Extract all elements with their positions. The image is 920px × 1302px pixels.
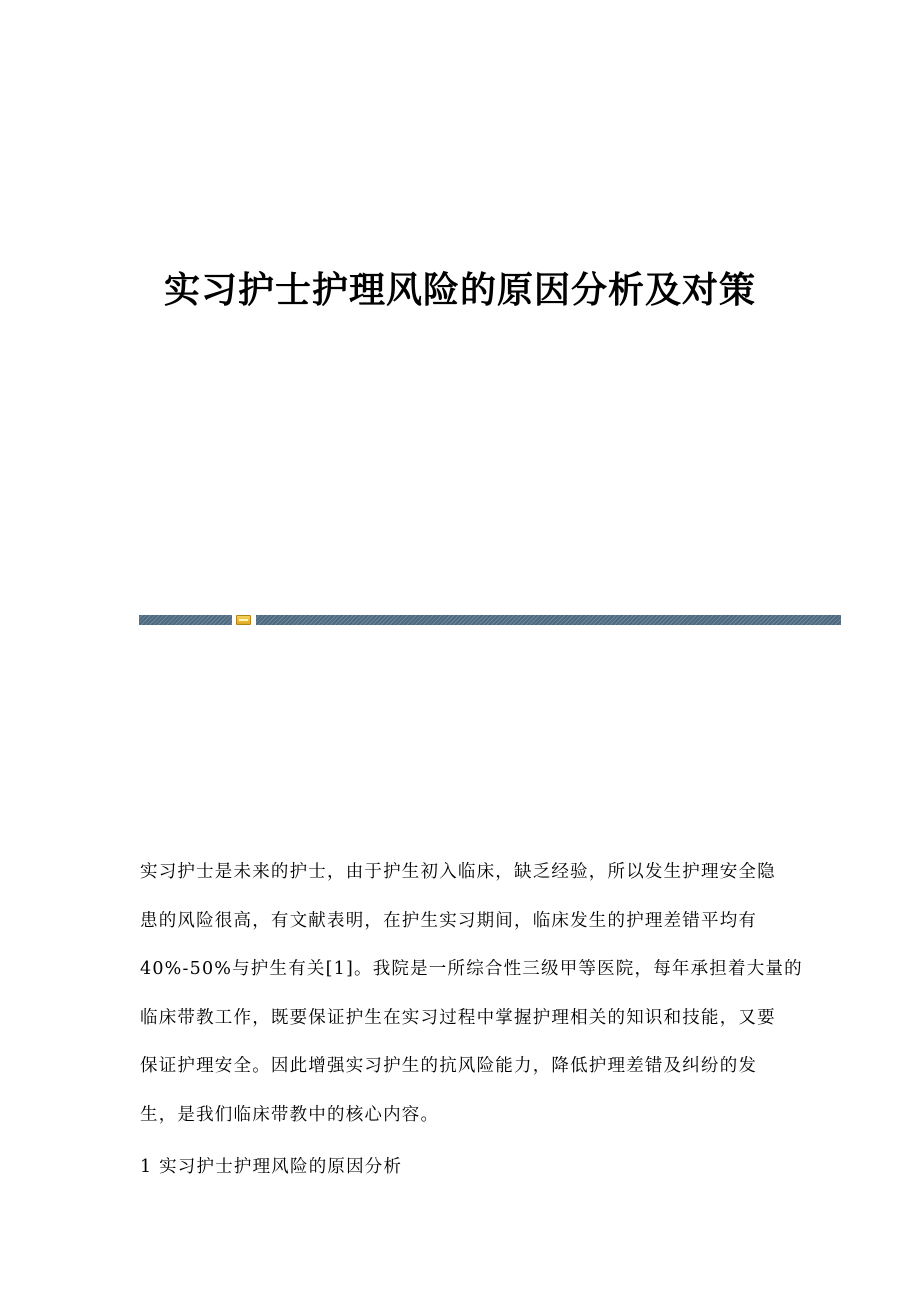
document-title: 实习护士护理风险的原因分析及对策: [163, 269, 756, 311]
intro-line: 患的风险很高，有文献表明，在护生实习期间，临床发生的护理差错平均有: [140, 910, 758, 931]
intro-line: 保证护理安全。因此增强实习护生的抗风险能力，降低护理差错及纠纷的发: [140, 1056, 758, 1076]
divider-gem-icon: [236, 615, 251, 625]
intro-paragraph: [140, 848, 803, 1139]
divider-bar-right: [256, 615, 841, 625]
intro-line: 生，是我们临床带教中的核心内容。: [140, 1104, 440, 1125]
section-heading: 1 实习护士护理风险的原因分析: [140, 1157, 403, 1177]
intro-line: 临床带教工作，既要保证护生在实习过程中掌握护理相关的知识和技能，又要: [140, 1007, 776, 1028]
intro-line: 40%-50%与护生有关[1]。我院是一所综合性三级甲等医院，每年承担着大量的: [140, 959, 803, 979]
decorative-divider: [139, 615, 841, 625]
divider-bar-left: [139, 615, 232, 625]
intro-line: 实习护士是未来的护士，由于护生初入临床，缺乏经验，所以发生护理安全隐: [140, 862, 776, 882]
